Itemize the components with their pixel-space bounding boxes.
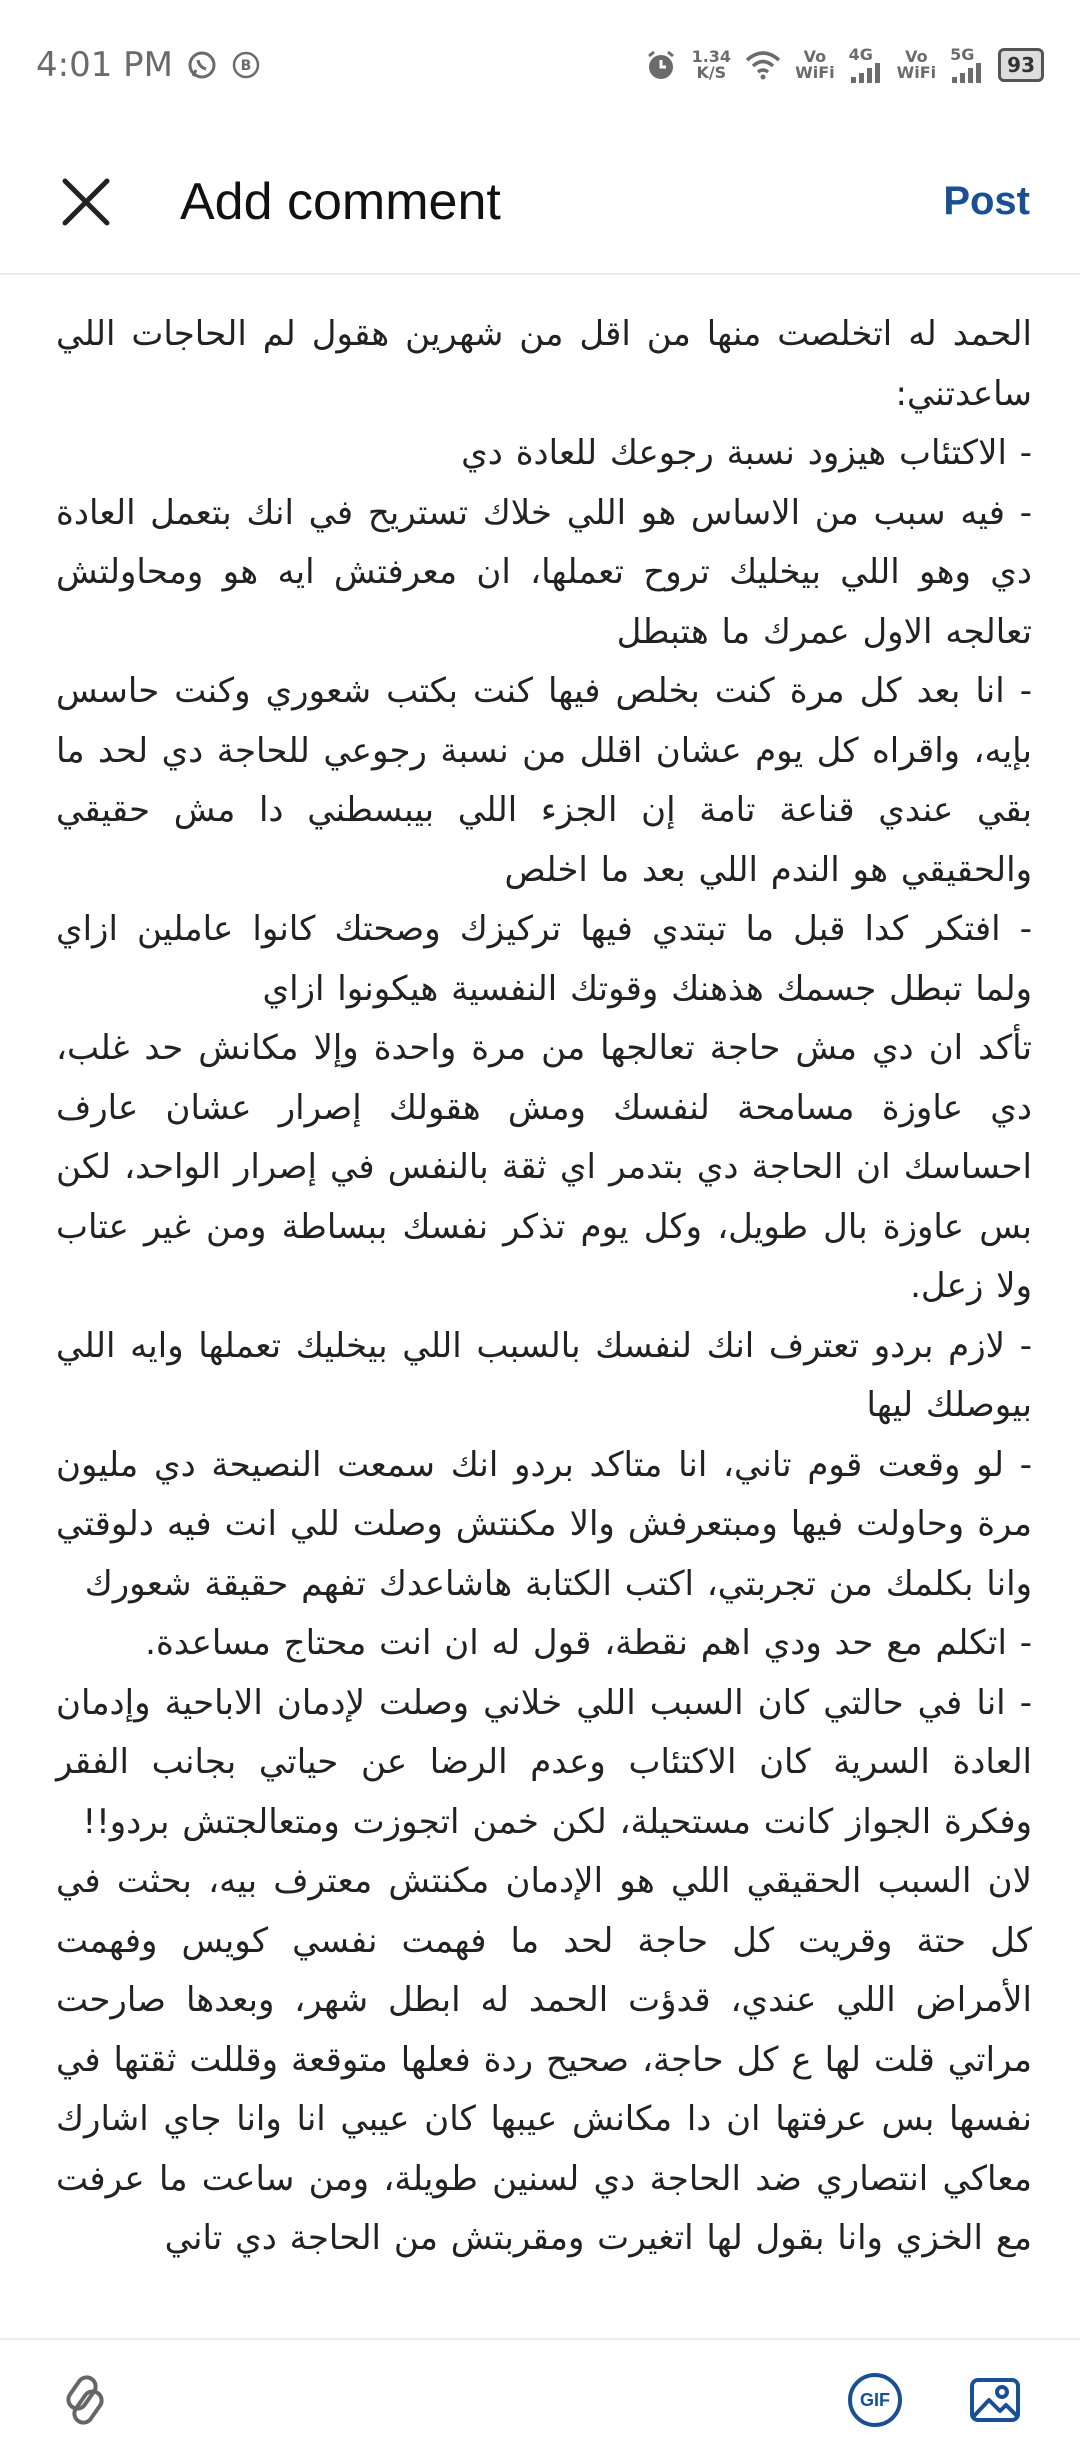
signal-icon xyxy=(950,47,984,83)
status-time: 4:01 PM xyxy=(36,45,173,85)
net-speed-unit: K/S xyxy=(696,63,727,82)
post-button[interactable]: Post xyxy=(943,179,1030,223)
image-button[interactable] xyxy=(960,2365,1030,2435)
image-icon xyxy=(967,2372,1023,2428)
signal-icon xyxy=(849,47,883,83)
page-title: Add comment xyxy=(180,172,501,231)
battery-icon: 93 xyxy=(998,48,1044,82)
comment-input[interactable] xyxy=(56,305,1032,2335)
close-button[interactable] xyxy=(56,172,116,232)
network-type-1: 4G xyxy=(848,45,873,64)
net-speed-value: 1.34 xyxy=(691,47,732,66)
whatsapp-icon xyxy=(187,50,217,80)
gif-icon: GIF xyxy=(848,2373,902,2427)
status-left xyxy=(36,45,261,85)
net-speed xyxy=(692,49,731,81)
composer-toolbar xyxy=(0,2338,1080,2460)
svg-text:B: B xyxy=(240,58,252,74)
wifi-icon xyxy=(745,50,781,80)
vowifi-label-2: Vo WiFi xyxy=(896,47,937,82)
alarm-icon xyxy=(644,48,678,82)
network-type-2: 5G xyxy=(950,45,975,64)
vowifi-label-1: Vo WiFi xyxy=(795,47,835,82)
attach-link-button[interactable] xyxy=(50,2365,120,2435)
comment-header xyxy=(0,130,1080,275)
attach-link-icon xyxy=(57,2372,113,2428)
status-bar xyxy=(0,0,1080,130)
close-icon xyxy=(61,177,111,227)
comment-text[interactable]: الحمد له اتخلصت منها من اقل من شهرين هقول لم الحاجات اللي ساعدتني: - الاكتئاب هيزود نسبة رجوعك للعادة دي - فيه سبب من الاساس هو اللي خلاك تستريح في انك بتعمل العادة دي وهو اللي بيخليك تروح تعملها، ان معرفتش ايه هو ومحاولتش تعالجه الاول عمرك ما هتبطل - انا بعد كل مرة كنت بخلص فيها كنت بكتب شعوري وكنت حاسس بإيه، واقراه كل يوم عشان اقلل من نسبة رجوعي للحاجة دي لحد ما بقي عندي قناعة تامة إن الجزء اللي بيبسطني دا مش حقيقي والحقيقي هو الندم اللي بعد ما اخلص - افتكر كدا قبل ما تبتدي فيها تركيزك وصحتك كانوا عاملين ازاي ولما تبطل جسمك هذهنك وقوتك النفسية هيكونوا ازاي تأكد ان دي مش حاجة تعالجها من مرة واحدة وإلا مكانش حد غلب، دي عاوزة مسامحة لنفسك ومش هقولك إصرار عشان عارف احساسك ان الحاجة دي بتدمر اي ثقة بالنفس في إصرار الواحد، لكن بس عاوزة بال طويل، وكل يوم تذكر نفسك ببساطة ومن غير عتاب ولا زعل. - لازم بردو تعترف انك لنفسك بالسبب اللي بيخليك تعملها وايه اللي بيوصلك ليها - لو وقعت قوم تاني، انا متاكد بردو انك سمعت النصيحة دي مليون مرة وحاولت فيها ومبتعرفش والا مكنتش وصلت للي انت فيه دلوقتي وانا بكلمك من تجربتي، اكتب الكتابة هاشاعدك تفهم حقيقة شعورك - اتكلم مع حد ودي اهم نقطة، قول له ان انت محتاج مساعدة. - انا في حالتي كان السبب اللي خلاني وصلت لإدمان الاباحية وإدمان العادة السرية كان الاكتئاب وعدم الرضا عن حياتي بجانب الفقر وفكرة الجواز كانت مستحيلة، لكن خمن اتجوزت ومتعالجتش بردو!! لان السبب الحقيقي اللي هو الإدمان مكنتش معترف بيه، بحثت في كل حتة وقريت كل حاجة لحد ما فهمت نفسي كويس وفهمت الأمراض اللي عندي، قدؤت الحمد له ابطل شهر، وبعدها صارحت مراتي قلت لها ع كل حاجة، صحيح ردة فعلها متوقعة وقللت ثقتها في نفسها بس عرفتها ان دا مكانش عيبها كان عيبي انا وانا جاي اشارك معاكي انتصاري ضد الحاجة دي لسنين طويلة، ومن ساعت ما عرفت مع الخزي وانا بقول لها اتغيرت ومقربتش من الحاجة دي تاني xyxy=(56,314,1032,2258)
gif-button[interactable] xyxy=(840,2365,910,2435)
b-icon xyxy=(231,50,261,80)
status-right xyxy=(644,47,1044,83)
